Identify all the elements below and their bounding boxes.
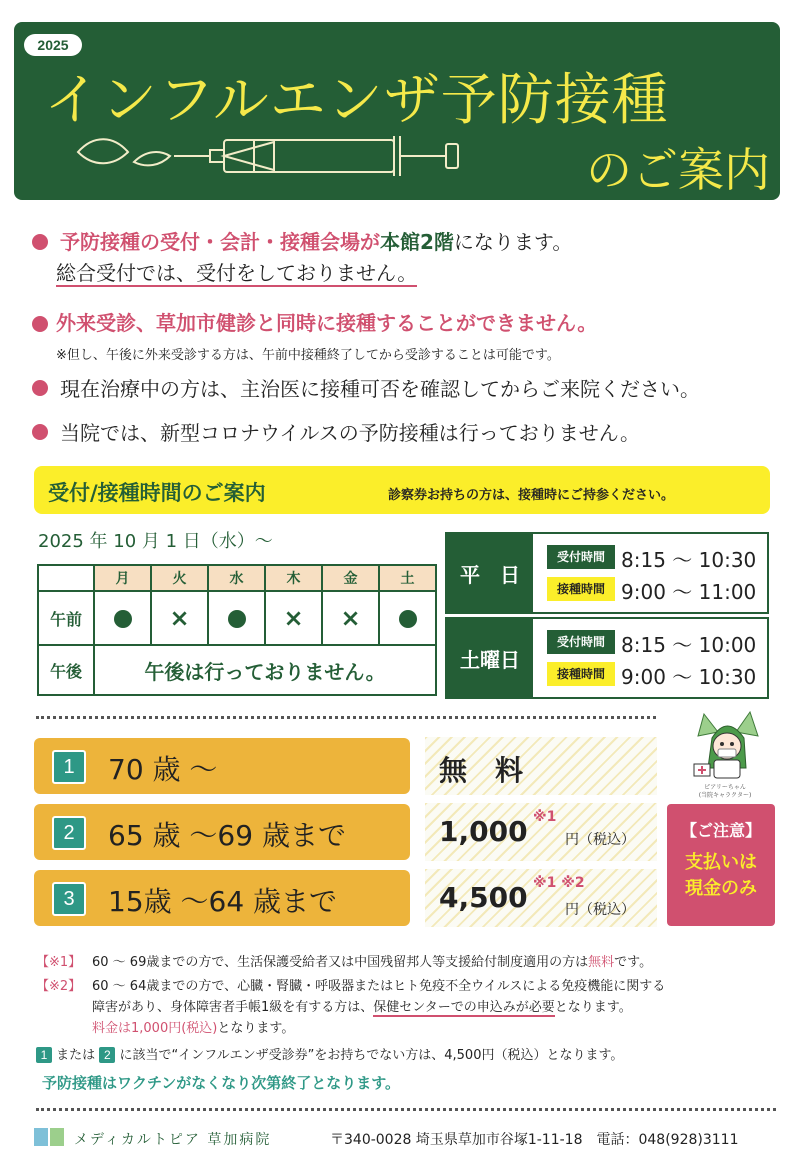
row-number-2: 2 xyxy=(52,816,86,850)
syringe-icon xyxy=(74,122,474,186)
day-fri: 金 xyxy=(322,565,379,591)
pm-label: 午後 xyxy=(38,645,94,695)
am-label: 午前 xyxy=(38,591,94,645)
weekday-label: 平 日 xyxy=(447,534,533,612)
am-thu xyxy=(265,591,322,645)
footnote-2-line-1: 60 ～ 64歳までの方で、心臓・腎臓・呼吸器またはヒト免疫不全ウイルスによる免疫機能に関する xyxy=(92,979,666,994)
footnote-3 xyxy=(36,1044,623,1063)
saturday-vaccination-time: 9:00 ～ 10:30 xyxy=(621,665,757,689)
hospital-address: 〒340-0028 埼玉県草加市谷塚1-11-18 電話：048(928)3111 xyxy=(330,1132,739,1148)
age-row-1 xyxy=(34,738,410,794)
price-2-footnote-mark: ※1 xyxy=(533,809,557,825)
end-note: 予防接種はワクチンがなくなり次第終了となります。 xyxy=(42,1074,401,1092)
row-number-3: 3 xyxy=(52,882,86,916)
saturday-hours-box xyxy=(445,617,769,699)
schedule-header-row xyxy=(38,565,436,591)
page-subtitle: のご案内 xyxy=(586,143,770,197)
saturday-reception-time: 8:15 ～ 10:00 xyxy=(621,633,757,657)
footnote-2-line-2 xyxy=(92,996,632,1015)
reception-time-chip: 受付時間 xyxy=(547,545,615,569)
hospital-name: メディカルトピア 草加病院 xyxy=(74,1132,272,1148)
bullet-dot xyxy=(32,380,48,396)
price-2: 1,000 xyxy=(439,815,528,848)
price-box-3 xyxy=(425,869,657,927)
price-box-1 xyxy=(425,737,657,795)
available-mark xyxy=(114,610,132,628)
footnote-2-line-2-end: となります。 xyxy=(554,1000,632,1015)
price-3: 4,500 xyxy=(439,881,528,914)
caution-text xyxy=(667,850,775,902)
footnote-1-end: です。 xyxy=(614,955,653,970)
notice-venue-floor: 本館2階 xyxy=(380,230,454,254)
footnote-2-line-3 xyxy=(92,1017,294,1036)
price-2-unit: 円（税込） xyxy=(565,832,635,848)
notice-venue-text: 予防接種の受付・会計・接種会場が xyxy=(60,230,380,254)
weekday-hours-box xyxy=(445,532,769,614)
notice-reception xyxy=(56,257,417,286)
age-row-2 xyxy=(34,804,410,860)
notice-no-same-day-note: ※但し、午後に外来受診する方は、午前中接種終了してから受診することは可能です。 xyxy=(56,348,560,363)
caution-line-2: 現金のみ xyxy=(685,878,757,899)
day-thu: 木 xyxy=(265,565,322,591)
footnote-3-chip-2: 2 xyxy=(99,1047,115,1063)
footnote-2-application: 保健センターでの申込みが必要 xyxy=(373,1000,555,1015)
footer-divider xyxy=(36,1108,776,1111)
age-range-2: 65 歳 ～69 歳まで xyxy=(108,819,346,852)
available-mark xyxy=(399,610,417,628)
am-wed xyxy=(208,591,265,645)
footnote-2-fee: 料金は1,000円(税込) xyxy=(92,1021,218,1036)
price-box-2 xyxy=(425,803,657,861)
bullet-dot xyxy=(32,424,48,440)
unavailable-mark: × xyxy=(169,604,190,632)
mascot-role: (当院キャラクター) xyxy=(698,792,752,799)
footnote-3-or: または xyxy=(56,1048,96,1063)
weekday-reception-time: 8:15 ～ 10:30 xyxy=(621,548,757,572)
unavailable-mark: × xyxy=(340,604,361,632)
caution-title: 【ご注意】 xyxy=(680,821,761,840)
notice-venue-end: になります。 xyxy=(453,230,573,254)
hours-title: 受付/接種時間のご案内 xyxy=(48,481,266,505)
mascot-caption xyxy=(682,784,768,800)
schedule-table xyxy=(37,564,437,696)
notice-treatment: 現在治療中の方は、主治医に接種可否を確認してからご来院ください。 xyxy=(60,377,700,401)
day-mon: 月 xyxy=(94,565,151,591)
page-title: インフルエンザ予防接種 xyxy=(44,68,669,133)
mascot-illustration xyxy=(690,708,764,784)
footnote-1-key: 【※1】 xyxy=(36,955,82,970)
caution-line-1: 支払いは xyxy=(685,852,757,873)
footnote-2-key: 【※2】 xyxy=(36,979,82,994)
day-sat: 土 xyxy=(379,565,436,591)
hours-note: 診察券お持ちの方は、接種時にご持参ください。 xyxy=(388,488,675,503)
price-1: 無 料 xyxy=(439,754,524,787)
footnote-2-line-3-end: となります。 xyxy=(217,1021,295,1036)
hospital-logo-icon xyxy=(34,1126,66,1148)
footnote-2-line-2-text: 障害があり、身体障害者手帳1級を有する方は、 xyxy=(92,1000,374,1015)
saturday-label: 土曜日 xyxy=(447,619,533,697)
am-fri xyxy=(322,591,379,645)
start-date: 2025 年 10 月 1 日（水）～ xyxy=(38,531,273,552)
available-mark xyxy=(228,610,246,628)
dotted-divider xyxy=(36,716,656,719)
age-row-3 xyxy=(34,870,410,926)
footnote-3-chip-1: 1 xyxy=(36,1047,52,1063)
schedule-corner xyxy=(38,565,94,591)
row-number-1: 1 xyxy=(52,750,86,784)
bullet-dot xyxy=(32,316,48,332)
price-3-unit: 円（税込） xyxy=(565,902,635,918)
footnote-3-text: に該当で“インフルエンザ受診券”をお持ちでない方は、4,500円（税込）となります。 xyxy=(119,1048,624,1063)
reception-time-chip: 受付時間 xyxy=(547,630,615,654)
schedule-pm-row xyxy=(38,645,436,695)
notice-covid: 当院では、新型コロナウイルスの予防接種は行っておりません。 xyxy=(60,421,640,445)
bullet-dot xyxy=(32,234,48,250)
vaccination-time-chip: 接種時間 xyxy=(547,577,615,601)
footnote-1-free: 無料 xyxy=(588,955,615,970)
footnote-1 xyxy=(92,951,652,970)
footnote-1-text: 60 ～ 69歳までの方で、生活保護受給者又は中国残留邦人等支援給付制度適用の方は xyxy=(92,955,589,970)
mascot-name: ピアリーちゃん xyxy=(704,784,746,791)
notice-reception-text: 総合受付では、受付をしておりません。 xyxy=(56,261,418,285)
day-wed: 水 xyxy=(208,565,265,591)
vaccination-time-chip: 接種時間 xyxy=(547,662,615,686)
notice-venue xyxy=(60,226,572,255)
unavailable-mark: × xyxy=(283,604,304,632)
notice-no-same-day: 外来受診、草加市健診と同時に接種することができません。 xyxy=(56,311,598,335)
day-tue: 火 xyxy=(151,565,208,591)
age-range-1: 70 歳 ～ xyxy=(108,753,218,786)
year-badge: 2025 xyxy=(24,34,82,56)
am-tue xyxy=(151,591,208,645)
am-sat xyxy=(379,591,436,645)
age-range-3: 15歳 ～64 歳まで xyxy=(108,885,338,918)
schedule-am-row xyxy=(38,591,436,645)
pm-message: 午後は行っておりません。 xyxy=(94,645,436,695)
price-3-footnote-mark: ※1 ※2 xyxy=(533,875,585,891)
weekday-vaccination-time: 9:00 ～ 11:00 xyxy=(621,580,757,604)
am-mon xyxy=(94,591,151,645)
